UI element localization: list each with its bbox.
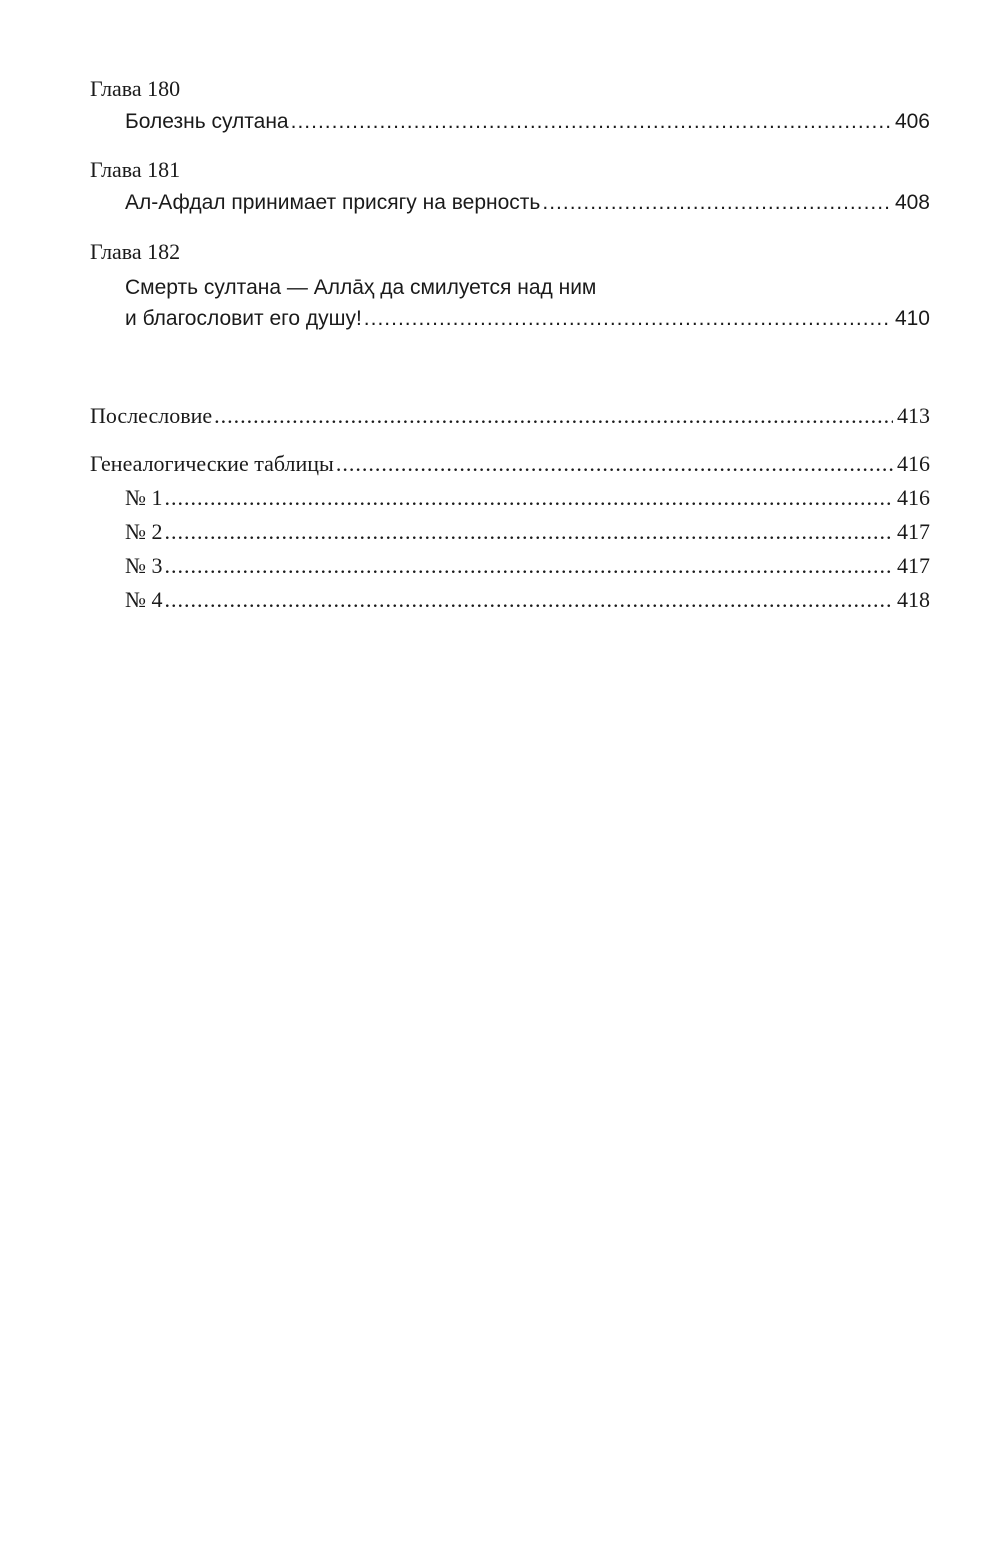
toc-subentry[interactable] (125, 485, 930, 515)
toc-entry-title: № 1 (125, 485, 163, 510)
toc-entry[interactable] (125, 110, 930, 140)
toc-entry[interactable] (125, 307, 930, 337)
dot-leader (364, 307, 891, 331)
toc-entry-page: 410 (894, 307, 930, 330)
toc-entry-page: 408 (894, 191, 930, 214)
toc-entry-page: 417 (897, 553, 930, 578)
dot-leader (165, 587, 894, 613)
toc-entry-title: Ал-Афдал принимает присягу на верность (125, 191, 541, 214)
dot-leader (165, 485, 894, 511)
dot-leader (336, 451, 893, 477)
toc-entry-page: 416 (897, 485, 930, 510)
dot-leader (542, 191, 891, 215)
toc-entry-title: Послесловие (90, 403, 213, 428)
chapter-label: Глава 182 (90, 239, 181, 264)
toc-entry-page: 413 (897, 403, 930, 428)
toc-entry-afterword[interactable] (90, 403, 930, 433)
toc-entry-page: 406 (894, 110, 930, 133)
dot-leader (291, 110, 891, 134)
chapter-label: Глава 180 (90, 76, 181, 101)
toc-entry-title: № 4 (125, 587, 163, 612)
toc-entry-page: 416 (897, 451, 930, 476)
toc-entry-title: Смерть султана — Аллāҳ да смилуется над ним (125, 276, 597, 299)
toc-subentry[interactable] (125, 587, 930, 617)
dot-leader (165, 553, 894, 579)
toc-subentry[interactable] (125, 553, 930, 583)
dot-leader (214, 403, 893, 429)
toc-entry-title: Генеалогические таблицы (90, 451, 334, 476)
toc-entry-page: 417 (897, 519, 930, 544)
toc-entry-title: № 3 (125, 553, 163, 578)
toc-subentry[interactable] (125, 519, 930, 549)
dot-leader (165, 519, 894, 545)
toc-entry-title: Болезнь султана (125, 110, 289, 133)
chapter-label: Глава 181 (90, 157, 181, 182)
toc-entry[interactable] (125, 191, 930, 221)
toc-entry-title: № 2 (125, 519, 163, 544)
toc-entry-genealogy[interactable] (90, 451, 930, 481)
toc-entry-page: 418 (897, 587, 930, 612)
toc-entry-title: и благословит его душу! (125, 307, 362, 330)
